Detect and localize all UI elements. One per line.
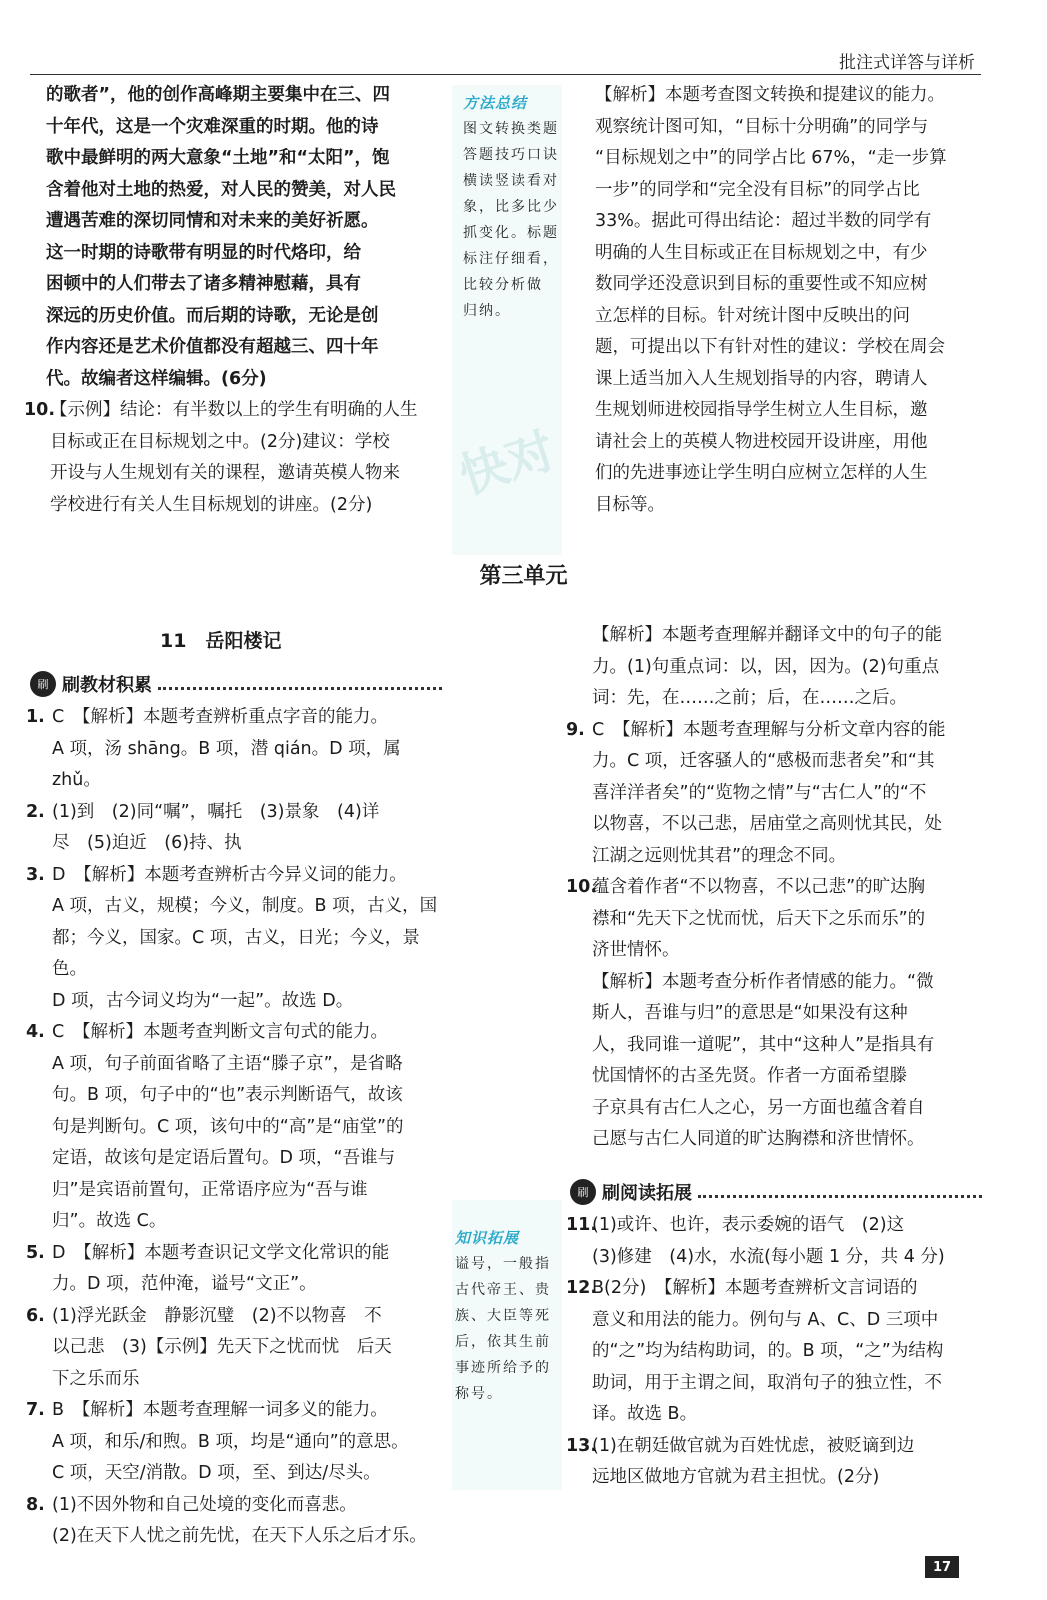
text-line: 的歌者”，他的创作高峰期主要集中在三、四 — [46, 85, 390, 105]
text-line: 深远的历史价值。而后期的诗歌，无论是创 — [46, 305, 379, 326]
text-span: 归”。故选 C。 — [52, 1211, 167, 1231]
text-span: 下之乐而乐 — [52, 1368, 140, 1389]
brush-icon: 刷 — [30, 671, 56, 697]
text-line — [26, 1395, 450, 1427]
text-span: (2)在天下人忧之前先忧，在天下人乐之后才乐。 — [52, 1526, 427, 1546]
page-number: 17 — [925, 1556, 959, 1578]
note-line: 答题技巧口诀 — [463, 147, 559, 163]
text-line — [566, 1462, 986, 1494]
text-span: 力。C 项，迁客骚人的“感极而悲者矣”和“其 — [592, 751, 935, 771]
text-line: “目标规划之中”的同学占比 67%，“走一步算 — [595, 148, 947, 168]
lesson-title: 11 岳阳楼记 — [160, 630, 282, 652]
brush-icon: 刷 — [570, 1179, 596, 1205]
knowledge-extension-note — [455, 1225, 560, 1407]
answer-item — [26, 797, 450, 860]
text-span: 力。D 项，范仲淹，谥号“文正”。 — [52, 1274, 317, 1294]
question-number: 2. — [26, 801, 45, 822]
note-line: 横读竖读看对 — [463, 173, 559, 189]
answer-item — [26, 860, 450, 1018]
text-span: 江湖之远则忧其君”的理念不同。 — [592, 845, 847, 866]
note-line: 图文转换类题 — [463, 121, 559, 137]
text-span: 喜洋洋者矣”的“览物之情”与“古仁人”的“不 — [592, 782, 927, 803]
question-number: 6. — [26, 1305, 45, 1326]
text-line — [26, 828, 450, 860]
text-span: 都；今义，国家。C 项，古义，日光；今义，景色。 — [52, 927, 420, 979]
answer-item — [26, 1017, 450, 1238]
text-line — [26, 1364, 450, 1396]
unit-title: 第三单元 — [479, 564, 568, 589]
text-span: 【解析】本题考查分析作者情感的能力。“微 — [592, 971, 934, 992]
top-right-column — [595, 80, 995, 521]
text-span: 归”是宾语前置句，正常语序应为“吾与谁 — [52, 1179, 368, 1200]
answer-item — [26, 1395, 450, 1490]
question-number: 13. — [566, 1435, 598, 1456]
text-span: 远地区做地方官就为君主担忧。(2分) — [592, 1467, 880, 1487]
text-span: 【解析】本题考查理解并翻译文中的句子的能 — [592, 625, 942, 645]
section-reading-extension — [570, 1178, 982, 1206]
method-summary-note — [463, 90, 563, 324]
text-line: 【解析】本题考查图文转换和提建议的能力。 — [595, 85, 945, 105]
answer-item — [24, 395, 446, 521]
text-span: C 项，天空/消散。D 项，至、到达/尽头。 — [52, 1463, 381, 1483]
text-span: 子京具有古仁人之心，另一方面也蕴含着自 — [592, 1097, 925, 1118]
question-number: 11. — [566, 1215, 598, 1235]
text-span: C 【解析】本题考查判断文言句式的能力。 — [52, 1022, 388, 1042]
text-line — [24, 458, 446, 490]
text-line: 歌中最鲜明的两大意象“土地”和“太阳”，饱 — [46, 148, 390, 168]
text-line — [26, 1017, 450, 1049]
text-line — [26, 860, 450, 892]
section-label: 刷阅读拓展 — [602, 1183, 692, 1204]
note-line: 事迹所给予的 — [455, 1360, 551, 1376]
note-line: 比较分析做 — [463, 277, 543, 293]
note-line: 标注仔细看， — [463, 251, 559, 267]
dotted-rule — [158, 687, 442, 690]
text-line — [24, 395, 446, 427]
text-line — [24, 427, 446, 459]
text-line — [566, 904, 986, 936]
text-span: 译。故选 B。 — [592, 1404, 698, 1424]
answer-item — [26, 1238, 450, 1301]
question-number: 7. — [26, 1400, 45, 1420]
text-line — [566, 652, 986, 684]
text-line: 33%。据此可得出结论：超过半数的同学有 — [595, 211, 932, 231]
text-span: 尽 (5)迫近 (6)持、执 — [52, 833, 242, 853]
answer-item — [26, 702, 450, 797]
page-header-title: 批注式详答与详析 — [839, 53, 975, 73]
top-left-column — [24, 80, 446, 521]
note-line: 族、大臣等死 — [455, 1308, 551, 1324]
section-textbook-accumulation — [30, 670, 442, 698]
text-span: 济世情怀。 — [592, 940, 680, 960]
note-line: 抓变化。标题 — [463, 225, 559, 241]
question-number: 5. — [26, 1242, 45, 1263]
text-line — [26, 1458, 450, 1490]
answer-item — [26, 1301, 450, 1396]
note-title: 方法总结 — [463, 94, 528, 112]
text-line — [26, 923, 450, 986]
text-span: 【示例】结论：有半数以上的学生有明确的人生 — [50, 400, 418, 420]
text-line — [26, 1269, 450, 1301]
text-line: 代。故编者这样编辑。(6分) — [46, 368, 267, 389]
text-line: 数同学还没意识到目标的重要性或不知应树 — [595, 274, 928, 294]
question-number: 10. — [24, 400, 56, 420]
text-line: 这一时期的诗歌带有明显的时代烙印，给 — [46, 242, 361, 263]
text-span: A 项，汤 shāng。B 项，潜 qián。D 项，属 zhǔ。 — [52, 738, 401, 790]
question-number: 3. — [26, 864, 45, 885]
note-line: 后，依其生前 — [455, 1334, 551, 1350]
question-number: 4. — [26, 1022, 45, 1042]
text-span: (1)或许、也许，表示委婉的语气 (2)这 — [592, 1215, 905, 1235]
text-span: 蕴含着作者“不以物喜，不以己悲”的旷达胸 — [592, 877, 926, 897]
note-line: 象，比多比少 — [463, 199, 559, 215]
text-line — [26, 1080, 450, 1112]
text-span: (1)到 (2)同“嘱”，嘱托 (3)景象 (4)详 — [52, 801, 380, 822]
text-span: 助词，用于主谓之间，取消句子的独立性，不 — [592, 1372, 942, 1393]
text-line: 困顿中的人们带去了诸多精神慰藉，具有 — [46, 274, 361, 294]
text-span: 斯人，吾谁与归”的意思是“如果没有这种 — [592, 1003, 908, 1023]
text-line — [566, 778, 986, 810]
text-line — [566, 715, 986, 747]
text-span: B(2分) 【解析】本题考查辨析文言词语的 — [592, 1278, 918, 1298]
text-span: (1)浮光跃金 静影沉璧 (2)不以物喜 不 — [52, 1305, 382, 1326]
text-line — [566, 683, 986, 715]
text-line — [26, 797, 450, 829]
text-span: D 项，古今词义均为“一起”。故选 D。 — [52, 990, 354, 1011]
text-span: 以物喜，不以己悲，居庙堂之高则忧其民，处 — [592, 814, 942, 834]
text-line — [566, 1030, 986, 1062]
answer-item — [26, 1490, 450, 1553]
text-span: A 项，和乐/和煦。B 项，均是“通向”的意思。 — [52, 1431, 409, 1452]
text-line — [566, 998, 986, 1030]
text-line: 作内容还是艺术价值都没有超越三、四十年 — [46, 337, 379, 357]
text-span: (1)在朝廷做官就为百姓忧虑，被贬谪到边 — [592, 1435, 915, 1456]
text-line — [566, 1093, 986, 1125]
text-span: D 【解析】本题考查识记文学文化常识的能 — [52, 1242, 390, 1263]
note-line: 归纳。 — [463, 303, 511, 319]
text-line — [26, 1143, 450, 1175]
dotted-rule — [698, 1195, 982, 1198]
text-line — [566, 1368, 986, 1400]
text-span: 意义和用法的能力。例句与 A、C、D 三项中 — [592, 1309, 939, 1330]
text-line: 遭遇苦难的深切同情和对未来的美好祈愿。 — [46, 211, 379, 231]
text-span: 词：先，在……之前；后，在……之后。 — [592, 688, 907, 708]
text-line — [26, 1301, 450, 1333]
text-line: 题，可提出以下有针对性的建议：学校在周会 — [595, 337, 945, 357]
text-line — [26, 1112, 450, 1144]
right-answers — [566, 620, 986, 1156]
text-line — [26, 1175, 450, 1207]
text-line: 明确的人生目标或正在目标规划之中，有少 — [595, 242, 928, 263]
text-line: 一步”的同学和“完全没有目标”的同学占比 — [595, 179, 920, 200]
question-number: 8. — [26, 1494, 45, 1515]
text-line — [26, 1490, 450, 1522]
text-line — [26, 734, 450, 797]
text-line — [24, 490, 446, 522]
text-line — [26, 1238, 450, 1270]
note-line: 古代帝王、贵 — [455, 1282, 551, 1298]
answer-item — [566, 715, 986, 873]
text-line — [26, 1206, 450, 1238]
text-span: C 【解析】本题考查理解与分析文章内容的能 — [592, 719, 946, 740]
text-line: 立怎样的目标。针对统计图中反映出的问 — [595, 305, 910, 326]
question-number: 9. — [566, 719, 585, 740]
text-line — [566, 809, 986, 841]
text-span: (3)修建 (4)水，水流(每小题 1 分，共 4 分) — [592, 1246, 945, 1267]
text-line — [566, 1336, 986, 1368]
text-line: 请社会上的英模人物进校园开设讲座，用他 — [595, 431, 928, 452]
text-span: C 【解析】本题考查辨析重点字音的能力。 — [52, 707, 388, 727]
text-line: 课上适当加入人生规划指导的内容，聘请人 — [595, 368, 928, 389]
text-span: 忧国情怀的古圣先贤。作者一方面希望滕 — [592, 1066, 907, 1086]
text-line — [566, 935, 986, 967]
text-line — [566, 1061, 986, 1093]
text-span: 开设与人生规划有关的课程，邀请英模人物来 — [50, 463, 400, 483]
answer-item — [566, 620, 986, 715]
text-span: 襟和“先天下之忧而忧，后天下之乐而乐”的 — [592, 908, 926, 929]
text-line — [26, 986, 450, 1018]
header-rule — [30, 74, 981, 75]
note-line: 谥号，一般指 — [455, 1256, 551, 1272]
text-line — [566, 746, 986, 778]
left-answers — [26, 702, 450, 1553]
text-span: A 项，古义，规模；今义，制度。B 项，古义，国 — [52, 896, 438, 916]
text-span: 己愿与古仁人同道的旷达胸襟和济世情怀。 — [592, 1129, 925, 1149]
text-line — [26, 702, 450, 734]
answer-item — [566, 1273, 986, 1431]
answer-item — [566, 1210, 986, 1273]
text-span: 人，我同谁一道呢”，其中“这种人”是指具有 — [592, 1034, 935, 1055]
section-label: 刷教材积累 — [62, 675, 152, 696]
answer-item — [566, 872, 986, 1156]
text-line: 生规划师进校园指导学生树立人生目标，邀 — [595, 400, 928, 420]
note-title: 知识拓展 — [455, 1229, 520, 1247]
text-line — [566, 1305, 986, 1337]
text-span: 学校进行有关人生目标规划的讲座。(2分) — [50, 494, 373, 515]
text-line: 们的先进事迹让学生明白应树立怎样的人生 — [595, 463, 928, 483]
text-line — [26, 1427, 450, 1459]
text-line: 含着他对土地的热爱，对人民的赞美，对人民 — [46, 179, 396, 200]
text-line — [26, 1521, 450, 1553]
question-number: 10. — [566, 877, 598, 897]
text-span: (1)不因外物和自己处境的变化而喜悲。 — [52, 1494, 357, 1515]
text-line — [566, 1273, 986, 1305]
text-line — [566, 1124, 986, 1156]
text-line — [566, 967, 986, 999]
text-span: 目标或正在目标规划之中。(2分)建议：学校 — [50, 431, 390, 452]
text-line — [566, 1242, 986, 1274]
text-line: 十年代，这是一个灾难深重的时期。他的诗 — [46, 116, 379, 137]
note-line: 称号。 — [455, 1386, 503, 1402]
text-span: 力。(1)句重点词：以，因，因为。(2)句重点 — [592, 656, 940, 677]
answer-item — [566, 1431, 986, 1494]
text-span: 定语，故该句是定语后置句。D 项，“吾谁与 — [52, 1148, 396, 1168]
text-line: 目标等。 — [595, 494, 665, 515]
right-answers-reading — [566, 1210, 986, 1494]
text-span: 的“之”均为结构助词，的。B 项，“之”为结构 — [592, 1341, 944, 1361]
text-line — [26, 1332, 450, 1364]
text-line — [566, 1399, 986, 1431]
text-line — [26, 1049, 450, 1081]
text-span: 以己悲 (3)【示例】先天下之忧而忧 后天 — [52, 1337, 392, 1357]
text-span: D 【解析】本题考查辨析古今异义词的能力。 — [52, 864, 407, 885]
text-line — [566, 620, 986, 652]
text-line — [566, 872, 986, 904]
text-span: B 【解析】本题考查理解一词多义的能力。 — [52, 1400, 388, 1420]
text-span: 句是判断句。C 项，该句中的“高”是“庙堂”的 — [52, 1116, 404, 1137]
text-span: A 项，句子前面省略了主语“滕子京”，是省略 — [52, 1053, 403, 1074]
question-number: 12. — [566, 1278, 598, 1298]
text-line — [26, 891, 450, 923]
text-line: 观察统计图可知，“目标十分明确”的同学与 — [595, 116, 929, 137]
text-span: 句。B 项，句子中的“也”表示判断语气，故该 — [52, 1085, 403, 1105]
text-line — [566, 841, 986, 873]
text-line — [566, 1431, 986, 1463]
text-line — [566, 1210, 986, 1242]
question-number: 1. — [26, 707, 45, 727]
watermark: 快对 — [453, 422, 562, 506]
